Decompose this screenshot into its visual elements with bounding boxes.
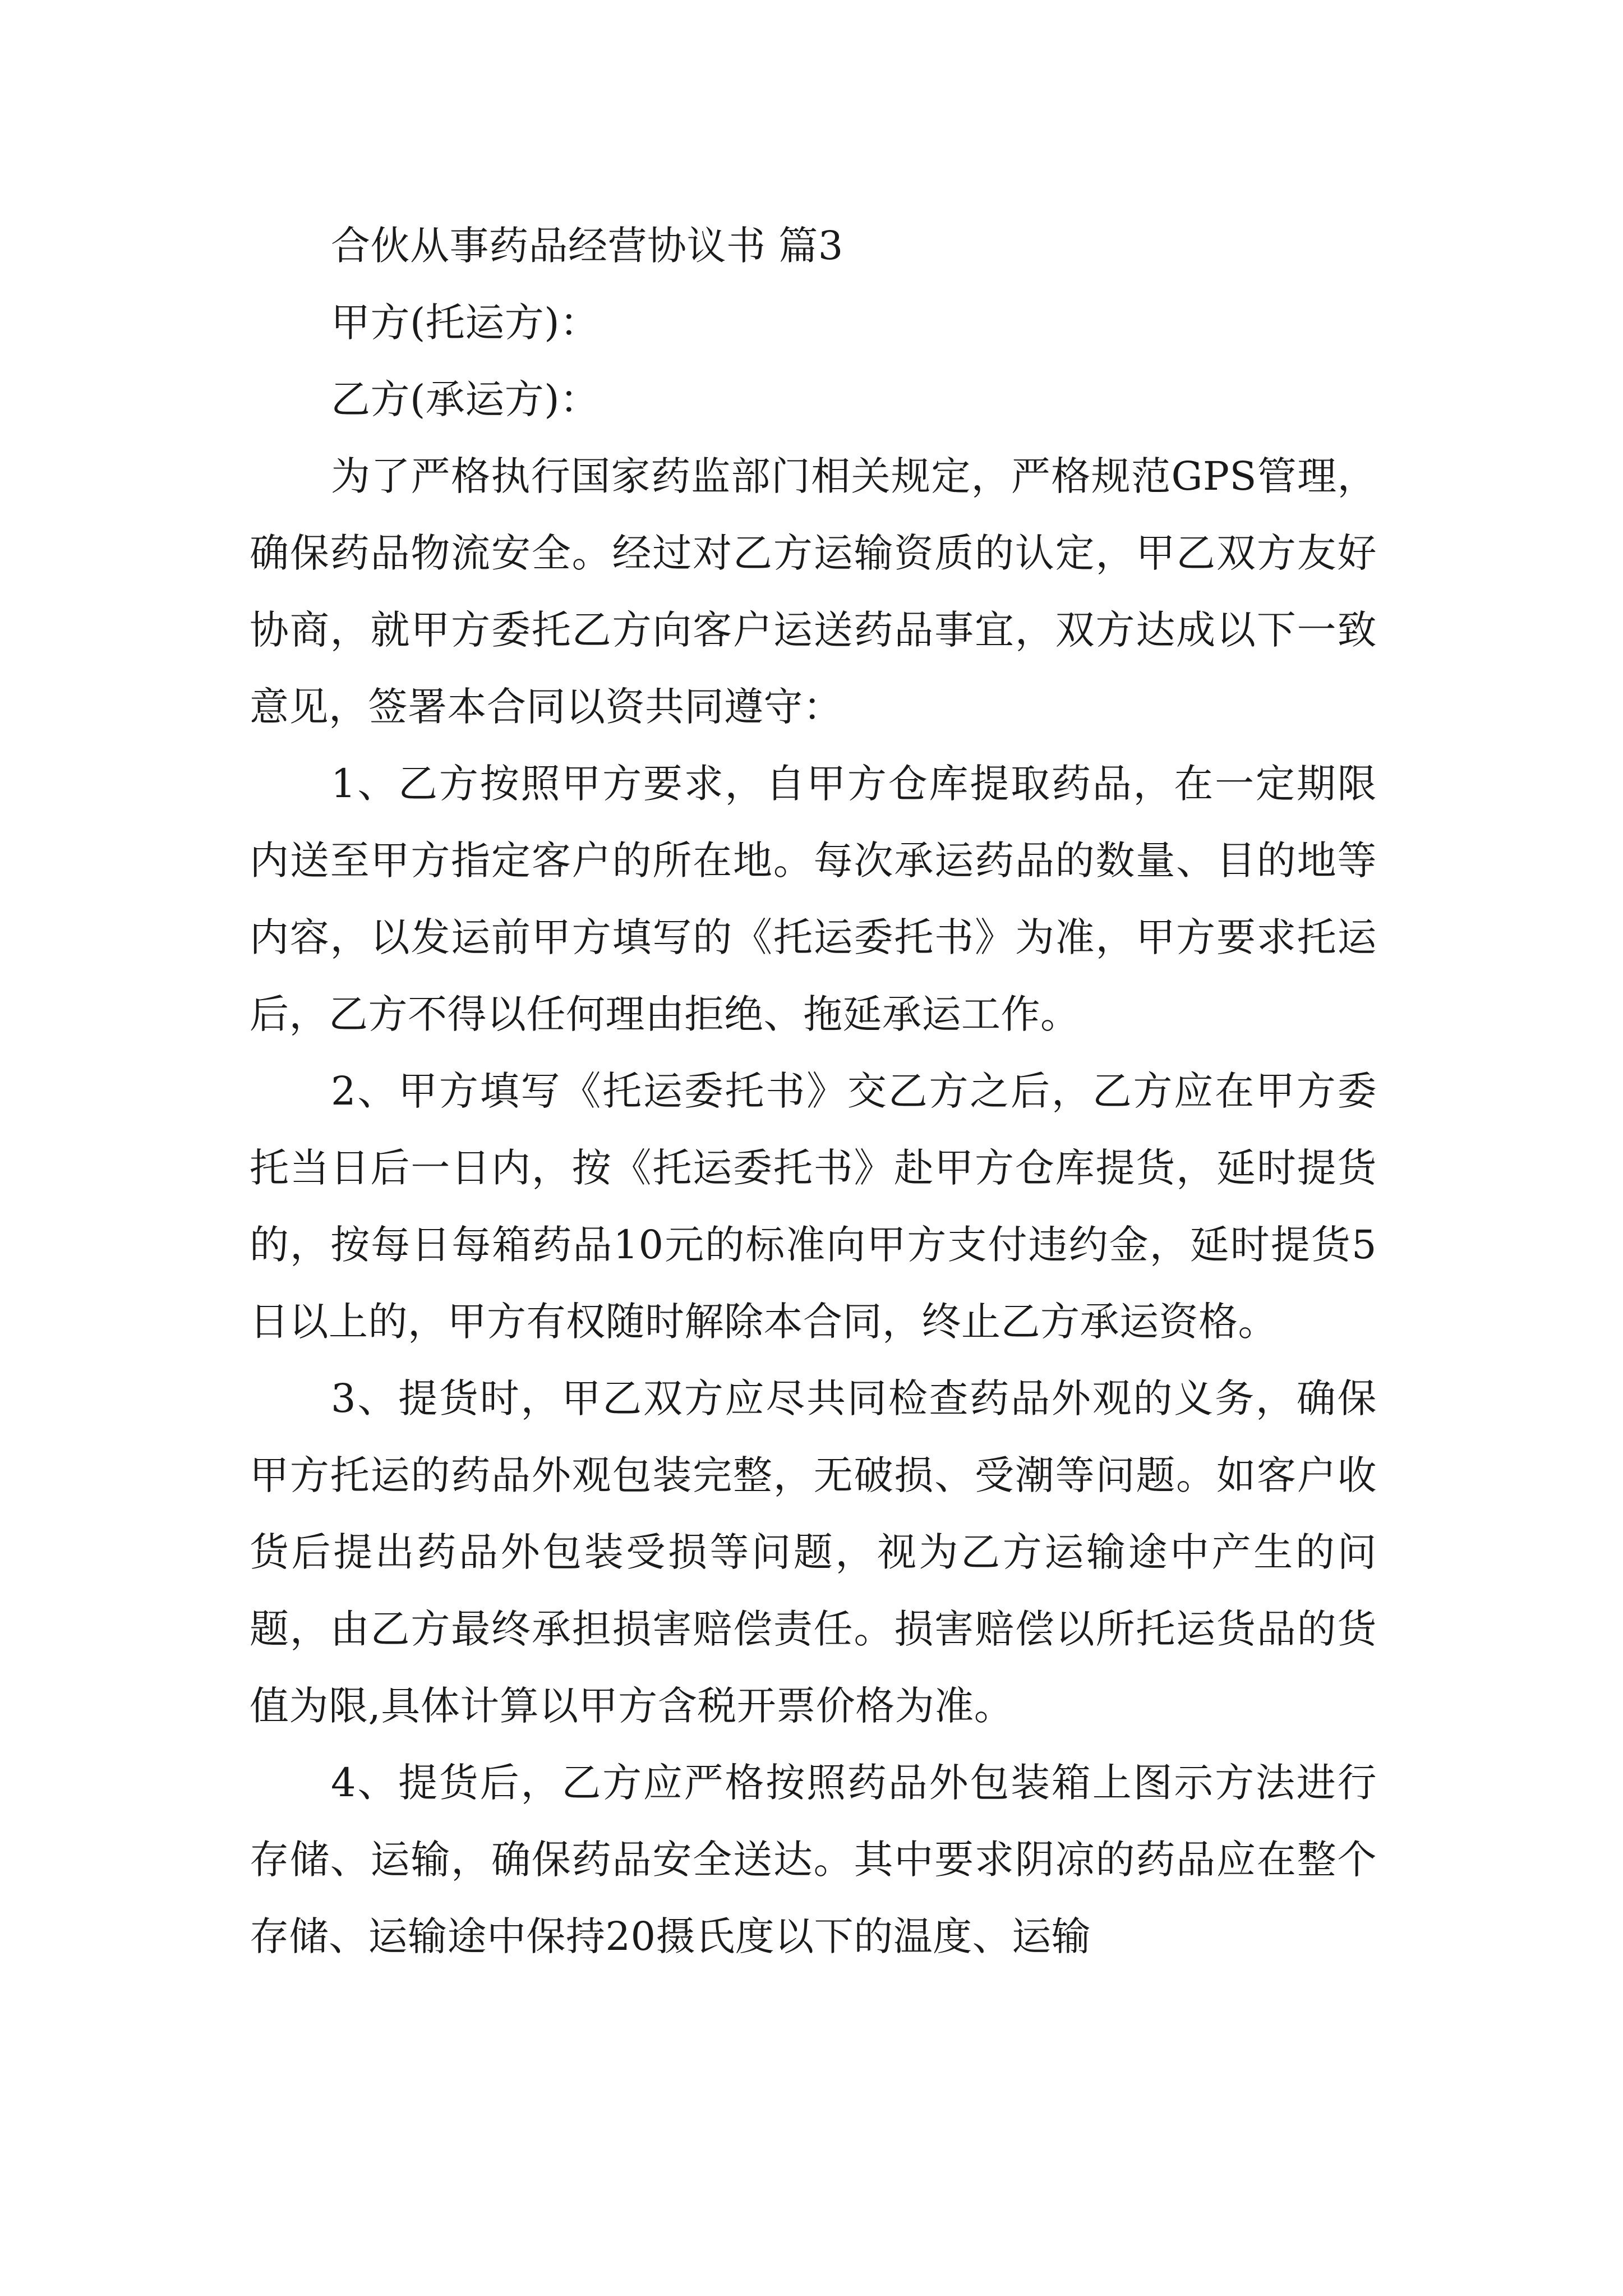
- paragraph-clause-1: 1、乙方按照甲方要求，自甲方仓库提取药品，在一定期限内送至甲方指定客户的所在地。每次承运药品的数量、目的地等内容，以发运前甲方填写的《托运委托书》为准，甲方要求托运后，乙方不得以任何理由拒绝、拖延承运工作。: [250, 761, 1377, 1037]
- party-a-line: 甲方(托运方)：: [331, 300, 600, 346]
- paragraph-clause-2: 2、甲方填写《托运委托书》交乙方之后，乙方应在甲方委托当日后一日内，按《托运委托书》赴甲方仓库提货，延时提货的，按每日每箱药品10元的标准向甲方支付违约金，延时提货5日以上的，甲方有权随时解除本合同，终止乙方承运资格。: [250, 1068, 1377, 1345]
- paragraph-clause-3: 3、提货时，甲乙双方应尽共同检查药品外观的义务，确保甲方托运的药品外观包装完整，无破损、受潮等问题。如客户收货后提出药品外包装受损等问题，视为乙方运输途中产生的问题，由乙方最终承担损害赔偿责任。损害赔偿以所托运货品的货值为限,具体计算以甲方含税开票价格为准。: [250, 1375, 1377, 1729]
- paragraph-clause-4: 4、提货后，乙方应严格按照药品外包装箱上图示方法进行存储、运输，确保药品安全送达。其中要求阴凉的药品应在整个存储、运输途中保持20摄氏度以下的温度、运输: [250, 1760, 1377, 1959]
- document-title: 合伙从事药品经营协议书 篇3: [331, 223, 843, 269]
- document-body: [250, 208, 1377, 1975]
- paragraph-preamble: 为了严格执行国家药监部门相关规定，严格规范GPS管理，确保药品物流安全。经过对乙方运输资质的认定，甲乙双方友好协商，就甲方委托乙方向客户运送药品事宜，双方达成以下一致意见，签署本合同以资共同遵守：: [250, 453, 1377, 730]
- party-b-line: 乙方(承运方)：: [331, 376, 600, 422]
